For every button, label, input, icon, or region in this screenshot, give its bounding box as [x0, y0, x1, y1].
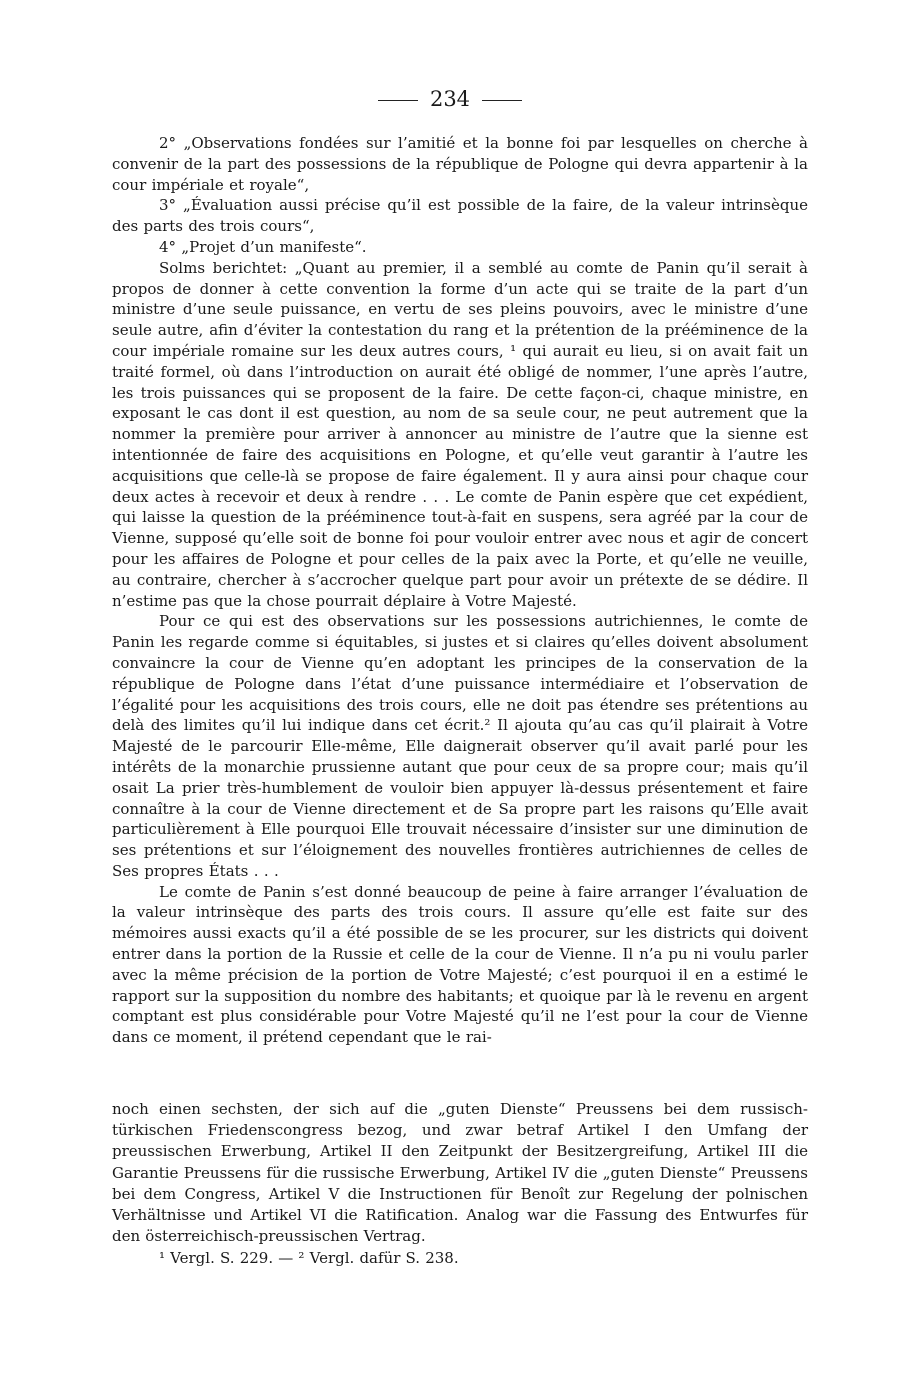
footnote-continuation: noch einen sechsten, der sich auf die „guten Dienste“ Preussens bei dem russisch-türkischen Friedenscongress bezog, und zwar betraf Artikel I den Umfang der preussischen Erwerbung, Artikel II den Zeitpunkt der Besitzergreifung, Artikel III die Garantie Preussens für die russische Erwerbung, Artikel IV die „guten Dienste“ Preussens bei dem Congress, Artikel V die Instructionen für Benoît zur Regelung der polnischen Verhältnisse und Artikel VI die Ratification. Analog war die Fassung des Entwurfes für den österreichisch-preussischen Vertrag. — [112, 1100, 808, 1246]
page-header — [0, 86, 900, 112]
paragraph-solms-report: Solms berichtet: „Quant au premier, il a semblé au comte de Panin qu’il serait à propos de donner à cette convention la forme d’un acte qui se traite de la part d’un ministre d’une seule puissance, en vertu de ses pleins pouvoirs, avec le ministre d’une seule autre, afin d’éviter la contestation du rang et la prétention de la prééminence de la cour impériale romaine sur les deux autres cours, ¹ qui aurait eu lieu, si on avait fait un traité formel, où dans l’introduction on aurait été obligé de nommer, l’une après l’autre, les trois puissances qui se proposent de la faire. De cette façon-ci, chaque ministre, en exposant le cas dont il est question, au nom de sa seule cour, ne peut autrement que la nommer la première pour arriver à annoncer au ministre de l’autre que la sienne est intentionnée de faire des acquisitions en Pologne, et qu’elle veut garantir à l’autre les acquisitions que celle-là se propose de faire également. Il y aura ainsi pour chaque cour deux actes à recevoir et deux à rendre . . . Le comte de Panin espère que cet expédient, qui laisse la question de la prééminence tout-à-fait en suspens, sera agréé par la cour de Vienne, supposé qu’elle soit de bonne foi pour vouloir entrer avec nous et agir de concert pour les affaires de Pologne et pour celles de la paix avec la Porte, et qu’elle ne veuille, au contraire, chercher à s’accrocher quelque part pour avoir un prétexte de se dédire. Il n’estime pas que la chose pourrait déplaire à Votre Majesté. — [112, 258, 808, 610]
header-rule-left — [378, 100, 418, 101]
paragraph-item-3: 3° „Évaluation aussi précise qu’il est possible de la faire, de la valeur intrinsèque des parts des trois cours“, — [112, 196, 808, 236]
header-rule-right — [482, 100, 522, 101]
paragraph-observations: Pour ce qui est des observations sur les possessions autrichiennes, le comte de Panin les regarde comme si équitables, si justes et si claires qu’elles doivent absolument convaincre la cour de Vienne qu’en adoptant les principes de la conservation de la république de Pologne dans l’état d’une puissance intermédiaire et l’observation de l’égalité pour les acquisitions des trois cours, elle ne doit pas étendre ses prétentions au delà des limites qu’il lui indique dans cet écrit.² Il ajouta qu’au cas qu’il plairait à Votre Majesté de le parcourir Elle-même, Elle daignerait observer qu’il avait parlé pour les intérêts de la monarchie prussienne autant que pour ceux de sa propre cour; mais qu’il osait La prier très-humblement de vouloir bien appuyer là-dessus présentement et faire connaître à la cour de Vienne directement et de Sa propre part les raisons qu’Elle avait particulièrement à Elle pourquoi Elle trouvait nécessaire d’insister sur une diminution de ses prétentions et sur l’éloignement des nouvelles frontières autrichiennes de celles de Ses propres États . . . — [112, 612, 808, 880]
footnotes — [112, 1099, 808, 1270]
paragraph-item-4: 4° „Projet d’un manifeste“. — [159, 237, 367, 256]
paragraph-evaluation: Le comte de Panin s’est donné beaucoup de peine à faire arranger l’évaluation de la valeur intrinsèque des parts des trois cours. Il assure qu’elle est faite sur des mémoires aussi exacts qu’il a été possible de se les procurer, sur les districts qui doivent entrer dans la portion de la Russie et celle de la cour de Vienne. Il n’a pu ni voulu parler avec la même précision de la portion de Votre Majesté; c’est pourquoi il en a estimé le rapport sur la supposition du nombre des habitants; et quoique par là le revenu en argent comptant est plus considérable pour Votre Majesté qu’il ne l’est pour la cour de Vienne dans ce moment, il prétend cependant que le rai- — [112, 882, 808, 1047]
paragraph-item-2: 2° „Observations fondées sur l’amitié et la bonne foi par lesquelles on cherche à convenir de la part des possessions de la république de Pologne qui devra appartenir à la cour impériale et royale“, — [112, 134, 808, 194]
main-text — [112, 133, 808, 1048]
footnote-references: ¹ Vergl. S. 229. — ² Vergl. dafür S. 238. — [159, 1249, 459, 1268]
page-number: 234 — [429, 87, 471, 111]
